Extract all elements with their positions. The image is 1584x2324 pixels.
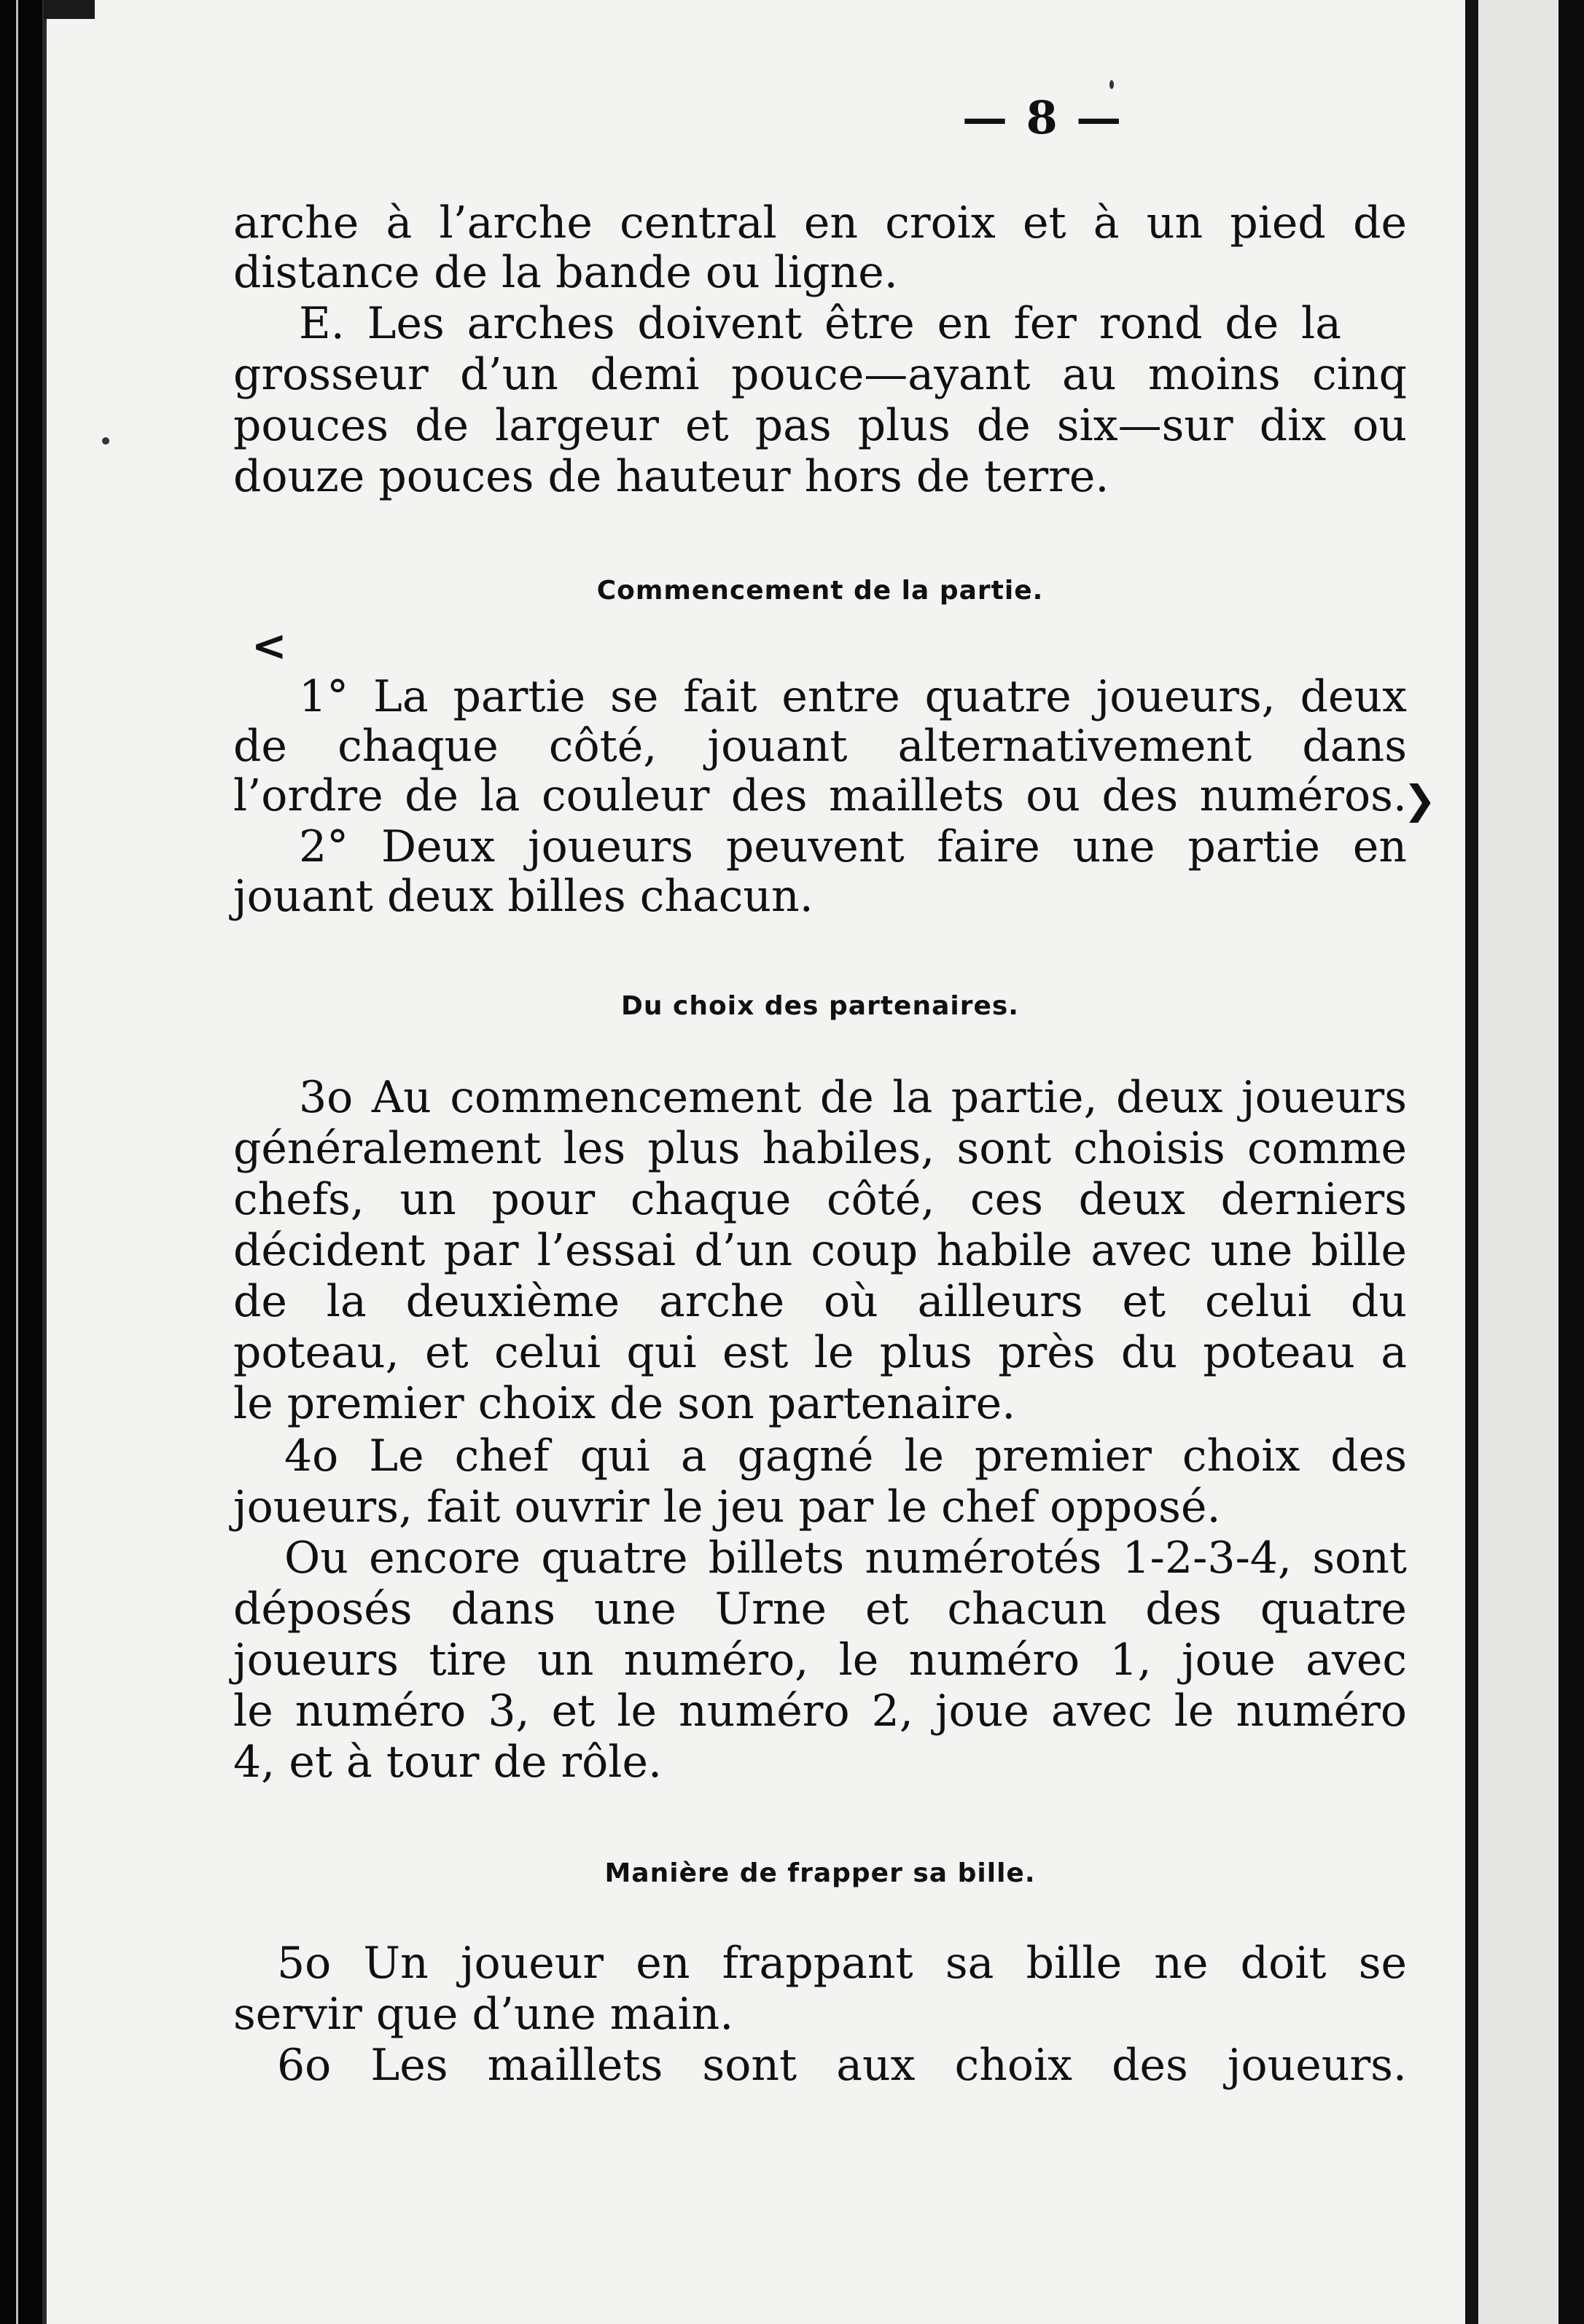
text-line: 4o Le chef qui a gagné le premier choix des <box>284 1431 1407 1482</box>
text-line: de la deuxième arche où ailleurs et celui du <box>233 1276 1407 1327</box>
text-line: Ou encore quatre billets numérotés 1-2-3-4, sont <box>284 1533 1407 1584</box>
text-line: déposés dans une Urne et chacun des quatre <box>233 1584 1407 1635</box>
text-line: 1° La partie se fait entre quatre joueurs, deux <box>299 671 1407 722</box>
text-line: décident par l’essai d’un coup habile avec une bille <box>233 1225 1407 1276</box>
margin-mark-close: ❯ <box>1403 777 1437 823</box>
text-line: 6o Les maillets sont aux choix des joueurs. <box>277 2040 1407 2091</box>
page-number: — 8 — <box>962 91 1123 144</box>
binding-margin <box>1478 0 1558 2324</box>
text-line: 5o Un joueur en frappant sa bille ne doit se <box>277 1938 1407 1989</box>
section-heading: Manière de frapper sa bille. <box>604 1858 1036 1888</box>
text-line: de chaque côté, jouant alternativement dans <box>233 721 1407 772</box>
text-line: joueurs, fait ouvrir le jeu par le chef opposé. <box>233 1482 1221 1533</box>
text-line: le premier choix de son partenaire. <box>233 1378 1016 1429</box>
ink-speck <box>1109 80 1114 89</box>
text-line: 4, et à tour de rôle. <box>233 1737 663 1788</box>
text-line: servir que d’une main. <box>233 1989 734 2040</box>
text-line: grosseur d’un demi pouce—ayant au moins cinq <box>233 349 1407 400</box>
binding-edge <box>1558 0 1584 2324</box>
page-fold-line <box>16 0 18 2324</box>
text-line: 2° Deux joueurs peuvent faire une partie en <box>299 821 1407 872</box>
binding-strip <box>1465 0 1478 2324</box>
text-line: le numéro 3, et le numéro 2, joue avec le numéro <box>233 1686 1407 1737</box>
ink-speck <box>102 437 109 445</box>
text-line: douze pouces de hauteur hors de terre. <box>233 451 1109 502</box>
text-line: généralement les plus habiles, sont choisis comme <box>233 1123 1407 1174</box>
text-line: joueurs tire un numéro, le numéro 1, joue avec <box>233 1635 1407 1686</box>
section-heading: Commencement de la partie. <box>596 576 1044 606</box>
text-line: jouant deux billes chacun. <box>233 871 814 922</box>
margin-mark-open: < <box>251 621 287 670</box>
text-line: E. Les arches doivent être en fer rond de la <box>299 298 1341 349</box>
text-line: distance de la bande ou ligne. <box>233 247 898 298</box>
text-line: poteau, et celui qui est le plus près du poteau a <box>233 1327 1407 1378</box>
text-line: chefs, un pour chaque côté, ces deux derniers <box>233 1174 1407 1225</box>
text-line: l’ordre de la couleur des maillets ou des numéros. <box>233 770 1407 821</box>
section-heading: Du choix des partenaires. <box>621 991 1019 1021</box>
text-line: arche à l’arche central en croix et à un pied de <box>233 197 1407 249</box>
corner-tab <box>44 0 95 19</box>
text-line: pouces de largeur et pas plus de six—sur dix ou <box>233 400 1407 451</box>
text-line: 3o Au commencement de la partie, deux joueurs <box>299 1072 1407 1123</box>
